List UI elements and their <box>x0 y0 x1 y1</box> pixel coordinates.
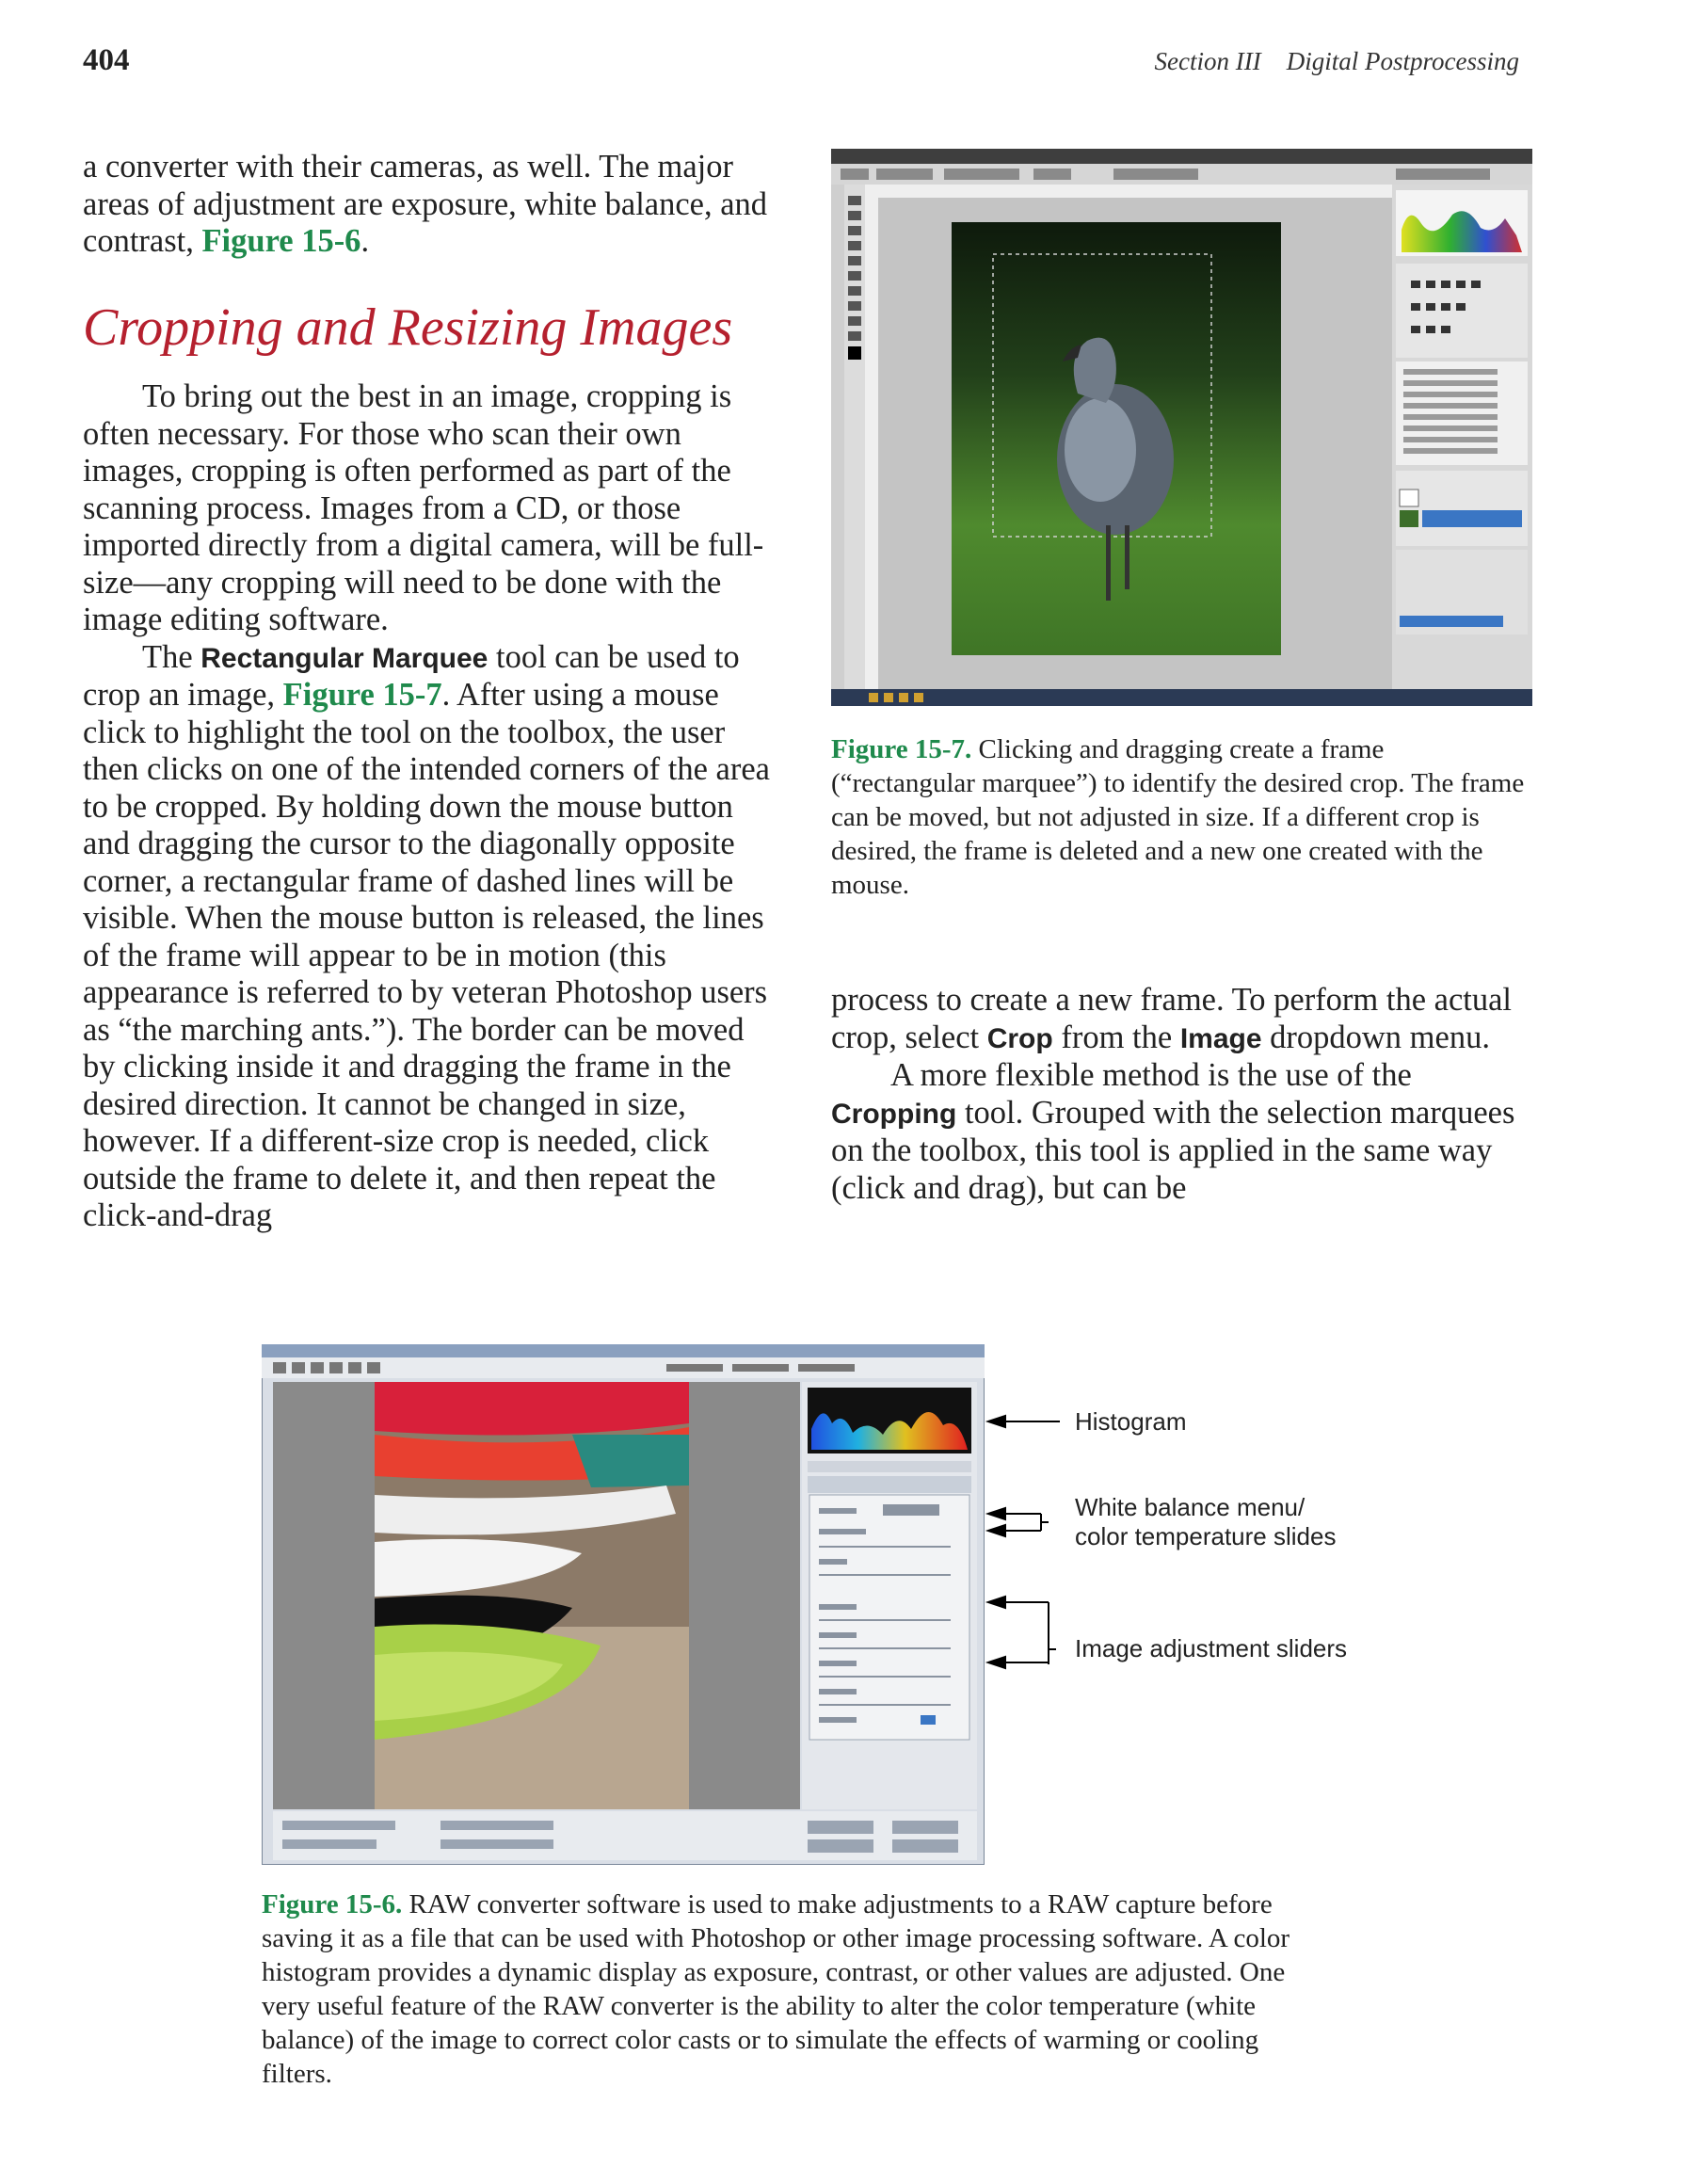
paragraph: The Rectangular Marquee tool can be used to crop an image, Figure 15-7. After using a mouse click to highlight the tool on the toolbox, the user then clicks on one of the intended corners of the area to be cropped. By holding down the mouse button and dragging the cursor to the diagonally opposite corner, a rectangular frame of dashed lines will be visible. When the mouse button is released, the lines of the frame will appear to be in motion (this appearance is referred to by veteran Photoshop users as “the marching ants.”). The border can be moved by clicking inside it and dragging the frame in the desired direction. It cannot be changed in size, however. If a different-size crop is needed, click outside the frame to delete it, and then repeat the click-and-drag <box>83 638 770 1233</box>
intro-paragraph: a converter with their cameras, as well. The major areas of adjustment are exposure, white balance, and contrast, Figure 15-6. <box>83 149 768 259</box>
arrow-icon <box>988 1416 1005 1427</box>
intro-text: a converter with their cameras, as well. The major areas of adjustment are exposure, white balance, and contrast, <box>83 149 768 259</box>
paragraph: A more flexible method is the use of the Cropping tool. Grouped with the selection marquees on the toolbox, this tool is applied in the same way (click and drag), but can be <box>831 1057 1515 1206</box>
figure-15-6-caption: Figure 15-6. RAW converter software is used to make adjustments to a RAW capture before saving it as a file that can be used with Photoshop or other image processing software. A color histogram provides a dynamic display as exposure, contrast, or other values are adjusted. One very useful feature of the RAW converter is the ability to alter the color temperature (white balance) of the image to correct color casts or to simulate the effects of warming or cooling filters. <box>262 1889 1290 2089</box>
arrow-icon <box>988 1657 1005 1668</box>
arrow-icon <box>988 1508 1005 1519</box>
section-title: Cropping and Resizing Images <box>83 298 733 357</box>
figure-15-7-caption: Figure 15-7. Clicking and dragging create a frame (“rectangular marquee”) to identify the desired crop. The frame can be moved, but not adjusted in size. If a different crop is desired, the frame is deleted and a new one created with the mouse. <box>831 734 1525 900</box>
tool-name: Cropping <box>831 1098 957 1130</box>
tool-name: Rectangular Marquee <box>200 642 489 674</box>
menu-item-name: Crop <box>986 1022 1053 1054</box>
menu-name: Image <box>1179 1022 1262 1054</box>
page-number: 404 <box>83 43 130 77</box>
callout-histogram: Histogram <box>1075 1407 1187 1436</box>
figure-15-6-screenshot <box>262 1344 985 1865</box>
paragraph: process to create a new frame. To perform the actual crop, select Crop from the Image dropdown menu. <box>831 982 1513 1055</box>
figure-ref-15-7[interactable]: Figure 15-7 <box>282 677 442 713</box>
figure-15-6-callouts <box>985 1344 1455 1683</box>
figure-label: Figure 15-6. <box>262 1889 403 1919</box>
photoshop-screenshot <box>831 149 1532 706</box>
raw-converter-screenshot <box>262 1344 985 1865</box>
callout-white-balance: White balance menu/ color temperature slides <box>1075 1493 1337 1550</box>
callout-adjustment-sliders: Image adjustment sliders <box>1075 1634 1348 1662</box>
figure-label: Figure 15-7. <box>831 734 972 764</box>
column-1-body <box>83 378 781 1235</box>
arrow-icon <box>988 1597 1005 1608</box>
figure-15-7-screenshot <box>831 149 1532 706</box>
kayaks-image <box>375 1382 689 1809</box>
figure-ref-15-6[interactable]: Figure 15-6 <box>201 223 361 259</box>
paragraph: To bring out the best in an image, cropping is often necessary. For those who scan their own images, cropping is often performed as part of the scanning process. Images from a CD, or those imported directly from a digital camera, will be full-size—any cropping will need to be done with the image editing software. <box>83 378 764 637</box>
arrow-icon <box>988 1525 1005 1536</box>
running-head: Section III Digital Postprocessing <box>1154 47 1519 75</box>
column-2-body <box>831 982 1539 1207</box>
